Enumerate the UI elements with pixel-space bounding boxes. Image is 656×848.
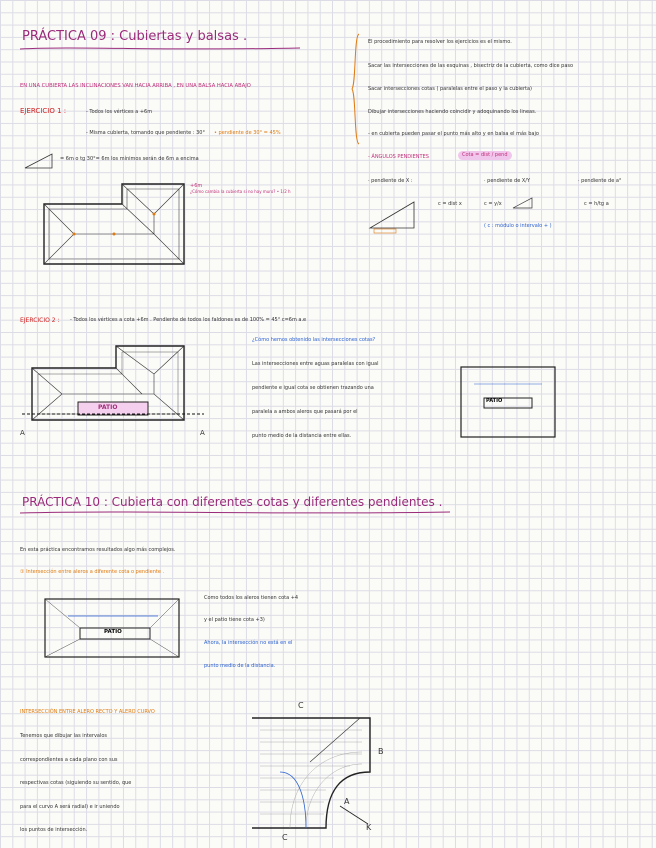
ej1-cota: +6m bbox=[190, 183, 203, 189]
p10-t4: para el curvo A será radial) e ir uniendo bbox=[20, 804, 120, 810]
label-a: A bbox=[344, 797, 350, 806]
slope-triangle-xy bbox=[512, 196, 534, 210]
curved-alero-diagram bbox=[250, 712, 380, 834]
ej2-answer-1: Las intersecciones entre aguas paralelas con igual bbox=[252, 361, 379, 367]
p10-orange-heading: INTERSECCIÓN ENTRE ALERO RECTO Y ALERO CURVO bbox=[20, 709, 155, 715]
ejercicio-2-label: EJERCICIO 2 : bbox=[20, 317, 60, 324]
ej2-answer-4: punto medio de la distancia entre ellas. bbox=[252, 433, 352, 439]
pend-xy: · pendiente de X/Y bbox=[484, 178, 531, 184]
ej1-note: ¿Cómo cambia la cubierta si no hay muro? • 1/2 h bbox=[190, 189, 291, 194]
right-l3: Sacar intersecciones cotas ( paralelas entre el paso y la cubierta) bbox=[368, 86, 532, 92]
pend-a: · pendiente de a° bbox=[578, 178, 622, 184]
section-a-left: A bbox=[20, 429, 25, 437]
ej1-formula: = 6m o tg 30°= 6m los mínimos serán de 6m a encima bbox=[60, 156, 199, 162]
p10-item-1: ① Intersección entre aleros a diferente cota o pendiente . bbox=[20, 569, 165, 575]
label-c-bottom: C bbox=[282, 833, 288, 842]
p10-t3: respectivas cotas (siguiendo su sentido, que bbox=[20, 780, 132, 786]
right-l5: - en cubierta pueden pasar el punto más alto y en balsa el más bajo bbox=[368, 131, 539, 137]
c1: c = dist x bbox=[438, 201, 462, 207]
ej2-text: - Todos los vértices a cota +6m . Pendiente de todos los faldones es de 100% = 45° c=6m a.e bbox=[70, 317, 307, 323]
label-k: K bbox=[366, 823, 372, 832]
section-a-right: A bbox=[200, 429, 205, 437]
ej2-answer-3: paralela a ambos aleros que pasará por el bbox=[252, 409, 358, 415]
ej2-answer-2: pendiente e igual cota se obtienen trazando una bbox=[252, 385, 374, 391]
title-practica-10: PRÁCTICA 10 : Cubierta con diferentes cotas y diferentes pendientes . bbox=[22, 495, 443, 509]
slope-triangle-x bbox=[368, 198, 418, 234]
p10-b1: Ahora, la intersección no está en el bbox=[204, 640, 293, 646]
ej2-question: ¿Cómo hemos obtenido las intersecciones cotas? bbox=[252, 337, 376, 343]
patio-label-ej2: PATIO bbox=[98, 404, 118, 411]
brace-icon bbox=[352, 34, 360, 144]
p10-t1: Tenemos que dibujar las intervalos bbox=[20, 733, 108, 739]
label-b: B bbox=[378, 747, 384, 756]
label-c-top: C bbox=[298, 701, 304, 710]
patio-label-right: PATIO bbox=[486, 398, 503, 404]
title-underline bbox=[20, 46, 300, 52]
cota-formula-pill: Cota = dist / pend bbox=[458, 151, 512, 160]
roof-plan-ej2 bbox=[28, 344, 208, 434]
title2-underline bbox=[20, 510, 450, 516]
ej1-line1: - Todos los vértices a +6m bbox=[86, 109, 153, 115]
right-l6: - ÁNGULOS PENDIENTES bbox=[368, 154, 429, 160]
ej1-line2b: • pendiente de 30° = 45% bbox=[214, 130, 281, 136]
p10-intro: En esta práctica encontramos resultados algo más complejos. bbox=[20, 547, 176, 553]
p10-b2: punto medio de la distancia. bbox=[204, 663, 276, 669]
roof-plan-patio bbox=[460, 366, 560, 440]
patio-label-p10: PATIO bbox=[104, 629, 122, 635]
c2: c = y/x bbox=[484, 201, 502, 207]
ej1-line2: - Misma cubierta, tomando que pendiente : 30° bbox=[86, 130, 205, 136]
p10-c1: Como todos los aleros tienen cota +4 bbox=[204, 595, 299, 601]
intro-text: EN UNA CUBIERTA LAS INCLINACIONES VAN HACIA ARRIBA , EN UNA BALSA HACIA ABAJO bbox=[20, 83, 251, 89]
c3: c = h/tg a bbox=[584, 201, 609, 207]
p10-t5: los puntos de intersección. bbox=[20, 827, 88, 833]
p10-c2: y el patio tiene cota +3) bbox=[204, 617, 265, 623]
pend-x: · pendiente de X : bbox=[368, 178, 413, 184]
right-l2: Sacar las intersecciones de las esquinas , bisectriz de la cubierta, como dice paso bbox=[368, 63, 574, 69]
right-l4: Dibujar intersecciones haciendo coincidir y adoquinando los lineas. bbox=[368, 109, 537, 115]
slope-triangle-icon bbox=[20, 150, 60, 172]
right-l1: El procedimiento para resolver los ejercicios es el mismo. bbox=[368, 39, 512, 45]
p10-t2: correspondientes a cada plano con sus bbox=[20, 757, 118, 763]
title-practica-09: PRÁCTICA 09 : Cubiertas y balsas . bbox=[22, 29, 248, 44]
modulo-note: ( c : módulo o intervalo + ) bbox=[484, 223, 552, 229]
ejercicio-1-label: EJERCICIO 1 : bbox=[20, 107, 67, 115]
